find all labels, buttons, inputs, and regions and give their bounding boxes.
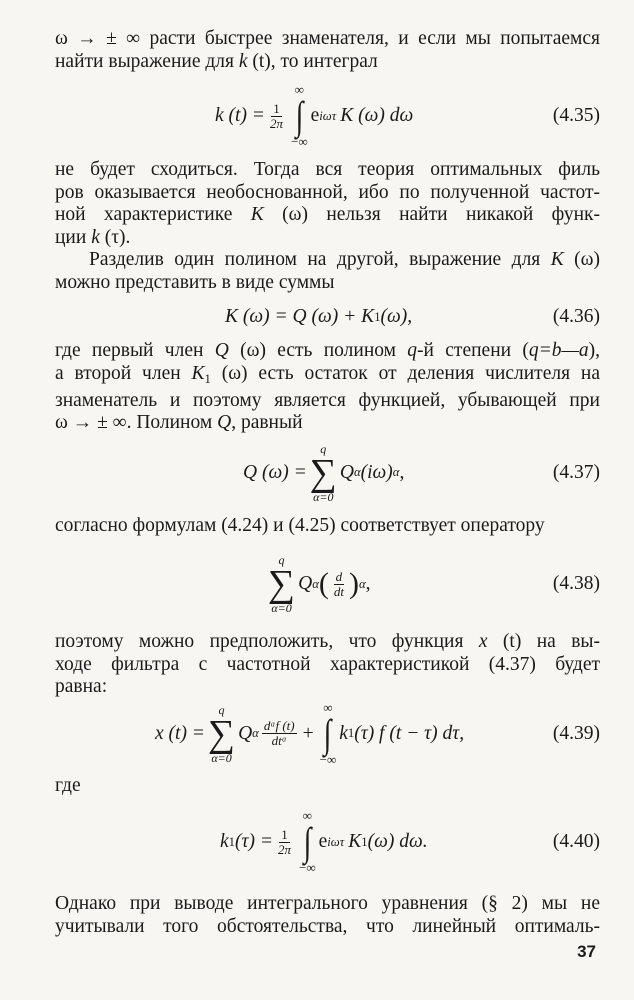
equation-number: (4.39) [552, 722, 600, 744]
equation-4-39: x (t) = q ∑ α=0 Q α $\frac{\text{dᵅf (t)}}{\text{dtᵅ}}$ + ∞ ∫ −∞ k 1 (τ) f (t − τ) dτ, (4.39) [155, 699, 600, 767]
text-line: можно представить в виде суммы [55, 271, 335, 293]
text-line: где первый член Q (ω) есть полином q-й степени (q=b—a), [55, 340, 600, 361]
text-line: где [55, 774, 81, 796]
text-line: согласно формулам (4.24) и (4.25) соответствует оператору [55, 514, 545, 536]
equation-number: (4.40) [552, 831, 600, 853]
equation-number: (4.38) [552, 573, 600, 595]
text-line: ω → ± ∞. Полином Q, равный [55, 412, 303, 434]
page-number: 37 [577, 942, 596, 961]
text-line: учитывали того обстоятельства, что линейный оптималь- [55, 915, 600, 937]
text-line: ров оказывается необоснованной, ибо по полученной частот- [55, 181, 600, 203]
text-line: Разделив один полином на другой, выражение для K (ω) [89, 249, 601, 270]
page-content [55, 28, 600, 938]
text-line: Однако при выводе интегрального уравнения (§ 2) мы не [55, 893, 600, 915]
equation-4-37: Q (ω) = q ∑ α=0 Q α (iω) α , (4.37) [243, 441, 600, 504]
equation-4-40: k 1 (τ) = $\frac{1}{2\pi}$ ∞ ∫ −∞ e iωτ K 1 (ω) dω. (4.40) [220, 808, 600, 876]
text-line: ходе фильтра с частотной характеристикой (4.37) будет [55, 653, 600, 675]
text-line: поэтому можно предположить, что функция x (t) на вы- [55, 631, 600, 653]
equation-4-38: q ∑ α=0 Q α ( $\frac{d}{dt}$ ) α , (4.38) [268, 553, 600, 616]
text-line: а второй член $K_1$ (ω) есть остаток от деления числителя на [55, 362, 600, 386]
text-line: найти выражение для k (t), то интеграл [55, 50, 378, 72]
equation-number: (4.35) [552, 105, 600, 126]
equation-4-35: k (t) = $\frac{1}{2\pi}$ ∞ ∫ −∞ e iωτ K (ω) dω (4.35) [215, 82, 600, 149]
text-line: ции k (τ). [55, 226, 131, 248]
equation-number: (4.36) [552, 306, 600, 327]
equation-4-36: K (ω) = Q (ω) + K 1 (ω), (4.36) [225, 306, 600, 327]
text-line: ω → ± ∞ расти быстрее знаменателя, и если мы попытаемся [55, 28, 600, 49]
text-line: не будет сходиться. Тогда вся теория оптимальных филь [55, 159, 600, 180]
equation-number: (4.37) [552, 461, 600, 483]
text-line: знаменатель и поэтому является функцией, убывающей при [55, 389, 600, 411]
text-line: ной характеристике K (ω) нельзя найти никакой функ- [55, 204, 600, 225]
text-line: равна: [55, 676, 108, 698]
